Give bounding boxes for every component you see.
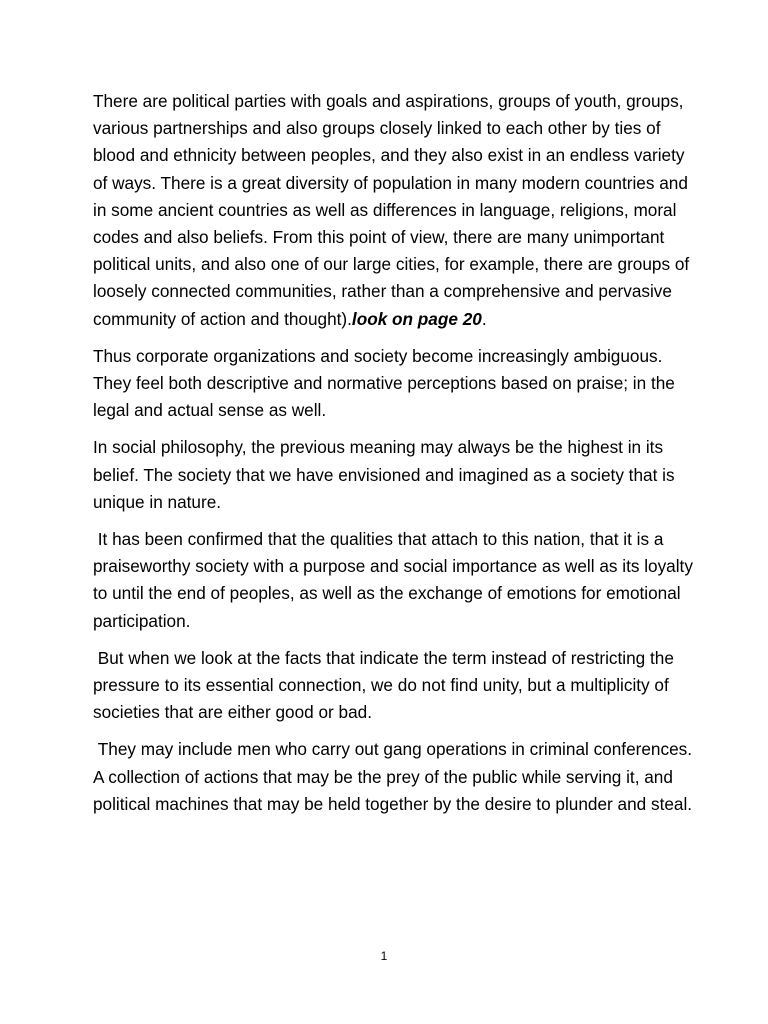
paragraph-2: Thus corporate organizations and society become increasingly ambiguous. They feel both descriptive and normative perceptions based on praise; in the legal and actual sense as well. (93, 345, 680, 421)
page-number: 1 (380, 949, 388, 963)
paragraph-1-text: There are political parties with goals and aspirations, groups of youth, groups, various partnerships and also groups closely linked to each other by ties of blood and ethnicity between peoples, and they also exist in an endless variety of ways. There is a great diversity of population in many modern countries and in some ancient countries as well as differences in language, religions, moral codes and also beliefs. From this point of view, there are many unimportant political units, and also one of our large cities, for example, there are groups of loosely connected communities, rather than a comprehensive and pervasive community of action and thought). (93, 91, 694, 329)
paragraph-5: But when we look at the facts that indicate the term instead of restricting the pressure to its essential connection, we do not find unity, but a multiplicity of societies that are either good or bad. (93, 647, 679, 723)
document-body (93, 88, 698, 818)
page-reference: look on page 20 (351, 308, 482, 329)
paragraph-4: It has been confirmed that the qualities that attach to this nation, that it is a praiseworthy society with a purpose and social importance as well as its loyalty to until the end of peoples, as well as the exchange of emotions for emotional participation. (93, 529, 698, 631)
paragraph-3: In social philosophy, the previous meaning may always be the highest in its belief. The society that we have envisioned and imagined as a society that is unique in nature. (93, 437, 680, 512)
paragraph-7: A collection of actions that may be the prey of the public while serving it, and political machines that may be held together by the desire to plunder and steal. (93, 766, 693, 814)
paragraph-1 (93, 88, 693, 333)
paragraph-1-tail: . (481, 308, 487, 329)
paragraph-6: They may include men who carry out gang operations in criminal conferences. (93, 739, 693, 760)
